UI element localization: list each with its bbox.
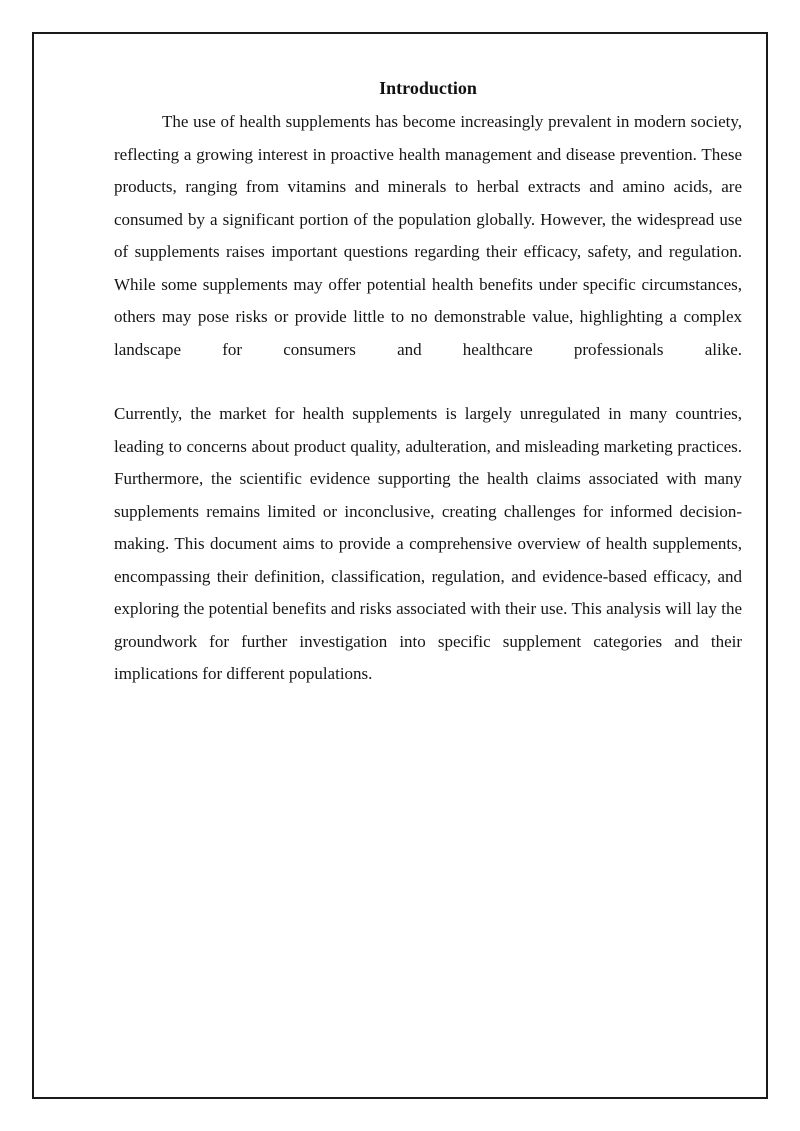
section-heading: Introduction (379, 78, 477, 98)
document-body (114, 77, 742, 691)
paragraph-2: Currently, the market for health supplements is largely unregulated in many countries, leading to concerns about product quality, adulteration, and misleading marketing practices. Furthermore, the scientific evidence supporting the health claims associated with many supplements remains limited or inconclusive, creating challenges for informed decision-making. This document aims to provide a comprehensive overview of health supplements, encompassing their definition, classification, regulation, and evidence-based efficacy, and exploring the potential benefits and risks associated with their use. This analysis will lay the groundwork for further investigation into specific supplement categories and their implications for different populations. (114, 404, 742, 683)
paragraph-1: The use of health supplements has become increasingly prevalent in modern society, reflecting a growing interest in proactive health management and disease prevention. These products, ranging from vitamins and minerals to herbal extracts and amino acids, are consumed by a significant portion of the population globally. However, the widespread use of supplements raises important questions regarding their efficacy, safety, and regulation. While some supplements may offer potential health benefits under specific circumstances, others may pose risks or provide little to no demonstrable value, highlighting a complex landscape for consumers and healthcare professionals alike. (114, 112, 742, 359)
